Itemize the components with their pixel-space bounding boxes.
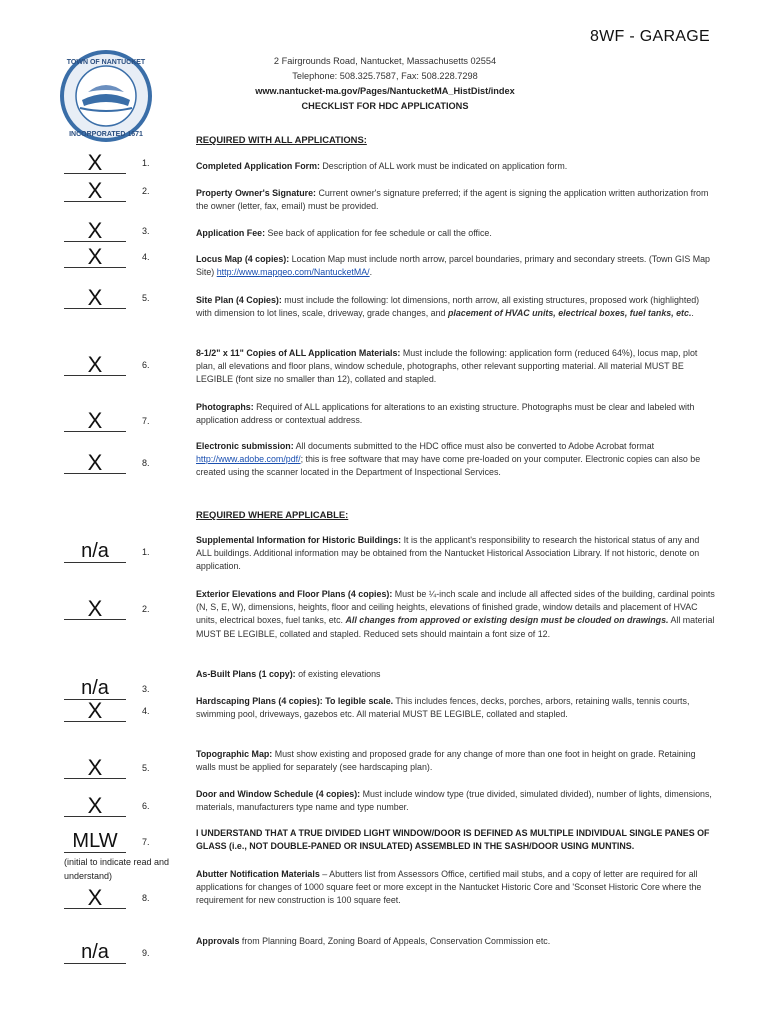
checklist-mark: n/a — [64, 678, 126, 700]
checklist-item-text — [196, 695, 716, 721]
item-body: Must include window type (true divided, simulated divided), number of lights, dimensions, materials, manufacturers type name and type number. — [196, 789, 712, 813]
item-lead: Door and Window Schedule (4 copies): — [196, 789, 361, 799]
checklist-number: 5. — [142, 763, 150, 773]
item-lead: I UNDERSTAND THAT A TRUE DIVIDED LIGHT WINDOW/DOOR IS DEFINED AS MULTIPLE INDIVIDUAL SINGLE PANES OF GLASS (i.e., NOT DOUBLE-PANED OR INSULATED) ASSEMBLED IN THE SASH/DOOR USING MUNTINS. — [196, 828, 710, 852]
letterhead — [200, 54, 570, 114]
item-lead: Topographic Map: — [196, 749, 273, 759]
item-body: – Abutters list from Assessors Office, certified mail stubs, and a copy of letter are required for all applications for changes of 1000 square feet or more except in the Nantucket Historic Core and 'Sconset Historic Core where the requirement for new construction is 100 square feet. — [196, 869, 702, 906]
checklist-number: 6. — [142, 360, 150, 370]
checklist-number: 4. — [142, 252, 150, 262]
phone-fax: Telephone: 508.325.7587, Fax: 508.228.7298 — [292, 71, 478, 81]
checklist-item-text — [196, 227, 716, 240]
item-body: must include the following: lot dimensions, north arrow, all existing structures, proposed work (highlighted) with dimension to lot lines, scale, driveway, grade changes, and — [196, 295, 700, 319]
checklist-mark: X — [64, 354, 126, 376]
checklist-item-text — [196, 440, 716, 480]
checklist-mark: MLW — [64, 831, 126, 853]
checklist-number: 1. — [142, 547, 150, 557]
checklist-number: 3. — [142, 684, 150, 694]
checklist-mark: X — [64, 887, 126, 909]
item-lead: Photographs: — [196, 402, 254, 412]
town-seal-logo — [58, 48, 154, 144]
checklist-mark: X — [64, 180, 126, 202]
checklist-number: 6. — [142, 801, 150, 811]
item-body: Must include the following: application form (reduced 64%), locus map, plot plan, all elevations and floor plans, window schedule, photographs, other relevant supporting material. All material MUST BE LEGIBLE (font size no smaller than 12), collated and stapled. — [196, 348, 698, 385]
checklist-number: 1. — [142, 158, 150, 168]
item-lead: Abutter Notification Materials — [196, 869, 320, 879]
checklist-item-text — [196, 401, 716, 427]
checklist-item-text — [196, 534, 716, 574]
checklist-number: 9. — [142, 948, 150, 958]
checklist-number: 7. — [142, 837, 150, 847]
checklist-item-text — [196, 935, 716, 948]
item-body: All documents submitted to the HDC office must also be converted to Adobe Acrobat format — [293, 441, 655, 451]
checklist-mark: X — [64, 152, 126, 174]
checklist-mark: X — [64, 598, 126, 620]
item-body: Must be ¼-inch scale and include all affected sides of the building, cardinal points (N, S, E, W), dimensions, heights, floor and ceiling heights, elevations of finished grade, window details and placement of HVAC units, electrical boxes, fuel tanks, etc. — [196, 589, 715, 626]
checklist-number: 2. — [142, 186, 150, 196]
checklist-mark: X — [64, 795, 126, 817]
checklist-mark: X — [64, 757, 126, 779]
checklist-item-text — [196, 868, 716, 908]
item-body: Location Map must include north arrow, parcel boundaries, primary and secondary streets. (Town GIS Map Site) — [196, 254, 710, 278]
section-required-all-title: REQUIRED WITH ALL APPLICATIONS: — [196, 134, 367, 145]
checklist-number: 5. — [142, 293, 150, 303]
checklist-item-text — [196, 187, 716, 213]
item-lead: Locus Map (4 copies): — [196, 254, 290, 264]
checklist-mark: X — [64, 220, 126, 242]
item-body: Description of ALL work must be indicated on application form. — [319, 161, 568, 171]
item-lead: Exterior Elevations and Floor Plans (4 copies): — [196, 589, 393, 599]
item-lead: As-Built Plans (1 copy): — [196, 669, 296, 679]
svg-text:INCORPORATED 1671: INCORPORATED 1671 — [69, 131, 143, 138]
item-tail: ; this is free software that may have come pre-loaded on your computer. Electronic copies can also be created using the scanner located in the Department of Inspectional Services. — [196, 454, 701, 478]
section-required-applicable-title: REQUIRED WHERE APPLICABLE: — [196, 509, 349, 520]
item-body: of existing elevations — [295, 669, 381, 679]
item-lead: 8-1/2" x 11" Copies of ALL Application Materials: — [196, 348, 401, 358]
checklist-number: 8. — [142, 893, 150, 903]
website-url: www.nantucket-ma.gov/Pages/NantucketMA_HistDist/index — [255, 86, 515, 96]
checklist-number: 3. — [142, 226, 150, 236]
item-link[interactable]: http://www.mapgeo.com/NantucketMA/ — [216, 267, 370, 278]
checklist-mark: n/a — [64, 541, 126, 563]
item-tail: . — [369, 267, 373, 278]
checklist-number: 8. — [142, 458, 150, 468]
checklist-item-text — [196, 294, 716, 320]
item-body: It is the applicant's responsibility to research the historical status of any and ALL buildings. Additional information may be obtained from the Nantucket Historical Association Library. If not historic, denote on application. — [196, 535, 700, 572]
initial-note: (initial to indicate read and understand) — [64, 857, 170, 881]
checklist-item-text — [196, 788, 716, 814]
checklist-item-text — [196, 668, 716, 681]
item-lead: Property Owner's Signature: — [196, 188, 316, 198]
checklist-mark: X — [64, 410, 126, 432]
item-body: This includes fences, decks, porches, arbors, retaining walls, tennis courts, swimming pool, driveways, gazebos etc. All material MUST BE LEGIBLE, collated and stapled. — [196, 696, 690, 720]
item-lead: Hardscaping Plans (4 copies): To legible scale. — [196, 696, 394, 706]
item-body: Required of ALL applications for alterations to an existing structure. Photographs must be clear and labeled with application address or contextual address. — [196, 402, 695, 426]
checklist-number: 7. — [142, 416, 150, 426]
item-emphasis: All changes from approved or existing design must be clouded on drawings. — [345, 615, 669, 626]
checklist-item-text — [196, 347, 716, 387]
checklist-item-text — [196, 253, 716, 279]
svg-text:TOWN OF NANTUCKET: TOWN OF NANTUCKET — [66, 59, 146, 66]
checklist-item-text — [196, 588, 716, 641]
item-body: See back of application for fee schedule or call the office. — [265, 228, 492, 238]
item-emphasis: placement of HVAC units, electrical boxes, fuel tanks, etc. — [447, 308, 692, 319]
checklist-mark: X — [64, 287, 126, 309]
checklist-mark: n/a — [64, 942, 126, 964]
item-link[interactable]: http://www.adobe.com/pdf/ — [196, 454, 301, 465]
address: 2 Fairgrounds Road, Nantucket, Massachusetts 02554 — [273, 56, 497, 66]
item-lead: Supplemental Information for Historic Buildings: — [196, 535, 402, 545]
document-tag: 8WF - GARAGE — [589, 28, 710, 45]
item-lead: Application Fee: — [196, 228, 266, 238]
checklist-item-text — [196, 160, 716, 173]
item-tail: All material MUST BE LEGIBLE, collated and stapled. Reduced sets should maintain a font size of 12. — [196, 615, 715, 639]
checklist-number: 2. — [142, 604, 150, 614]
item-body: from Planning Board, Zoning Board of Appeals, Conservation Commission etc. — [239, 936, 551, 946]
item-body: Must show existing and proposed grade for any change of more than one foot in height on grade. Retaining walls must be applied for separately (see hardscaping plan). — [196, 749, 696, 773]
checklist-item-text — [196, 748, 716, 774]
checklist-mark: X — [64, 452, 126, 474]
item-lead: Site Plan (4 Copies): — [196, 295, 282, 305]
item-lead: Electronic submission: — [196, 441, 294, 451]
checklist-number: 4. — [142, 706, 150, 716]
item-body: Current owner's signature preferred; if the agent is signing the application written authorization from the owner (letter, fax, email) must be provided. — [196, 188, 709, 212]
item-lead: Approvals — [196, 936, 240, 946]
checklist-mark: X — [64, 700, 126, 722]
item-tail: . — [691, 308, 694, 319]
item-lead: Completed Application Form: — [196, 161, 320, 171]
document-title: CHECKLIST FOR HDC APPLICATIONS — [301, 101, 469, 111]
checklist-item-text — [196, 827, 716, 853]
checklist-mark: X — [64, 246, 126, 268]
